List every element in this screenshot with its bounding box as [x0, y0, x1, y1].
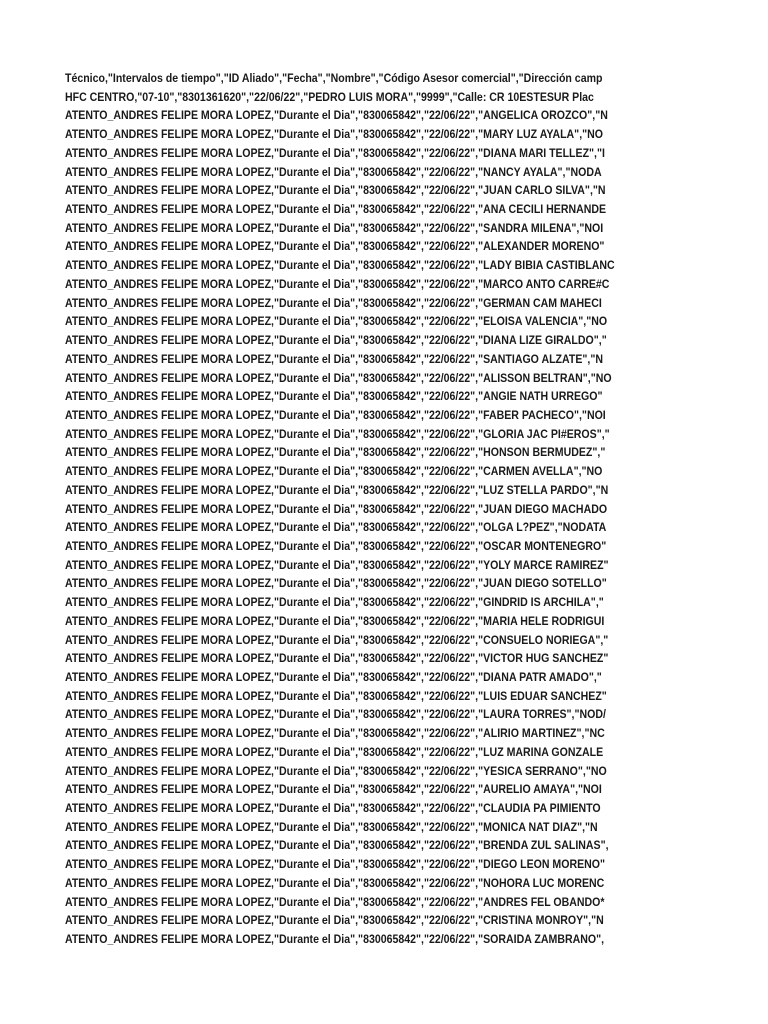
csv-data-line: ATENTO_ANDRES FELIPE MORA LOPEZ,"Durante el Dia","830065842","22/06/22","DIEGO LEON MORENO" — [65, 857, 606, 872]
csv-data-line: ATENTO_ANDRES FELIPE MORA LOPEZ,"Durante el Dia","830065842","22/06/22","JUAN CARLO SILVA","N — [65, 183, 606, 198]
csv-data-line: ATENTO_ANDRES FELIPE MORA LOPEZ,"Durante el Dia","830065842","22/06/22","HONSON BERMUDEZ"," — [65, 445, 606, 460]
csv-header-line: Técnico,"Intervalos de tiempo","ID Aliado","Fecha","Nombre","Código Asesor comercial","Dirección camp — [65, 71, 603, 85]
csv-data-line: ATENTO_ANDRES FELIPE MORA LOPEZ,"Durante el Dia","830065842","22/06/22","ALISSON BELTRAN","NO — [65, 370, 612, 385]
csv-data-line: ATENTO_ANDRES FELIPE MORA LOPEZ,"Durante el Dia","830065842","22/06/22","ANGELICA OROZCO","N — [65, 108, 608, 123]
csv-data-line: ATENTO_ANDRES FELIPE MORA LOPEZ,"Durante el Dia","830065842","22/06/22","MARCO ANTO CARRE#C — [65, 276, 610, 291]
csv-data-line: ATENTO_ANDRES FELIPE MORA LOPEZ,"Durante el Dia","830065842","22/06/22","AURELIO AMAYA","NOI — [65, 782, 602, 797]
csv-data-line: ATENTO_ANDRES FELIPE MORA LOPEZ,"Durante el Dia","830065842","22/06/22","DIANA LIZE GIRALDO"," — [65, 333, 607, 348]
csv-data-line: HFC CENTRO,"07-10","8301361620","22/06/22","PEDRO LUIS MORA","9999","Calle: CR 10ESTESUR Plac — [65, 89, 594, 104]
csv-data-line: ATENTO_ANDRES FELIPE MORA LOPEZ,"Durante el Dia","830065842","22/06/22","MARY LUZ AYALA","NO — [65, 127, 604, 142]
csv-data-line: ATENTO_ANDRES FELIPE MORA LOPEZ,"Durante el Dia","830065842","22/06/22","BRENDA ZUL SALINAS", — [65, 838, 609, 853]
csv-data-line: ATENTO_ANDRES FELIPE MORA LOPEZ,"Durante el Dia","830065842","22/06/22","OLGA L?PEZ","NODATA — [65, 520, 607, 535]
csv-data-line: ATENTO_ANDRES FELIPE MORA LOPEZ,"Durante el Dia","830065842","22/06/22","SANDRA MILENA","NOI — [65, 220, 604, 235]
csv-data-line: ATENTO_ANDRES FELIPE MORA LOPEZ,"Durante el Dia","830065842","22/06/22","JUAN DIEGO MACHADO — [65, 501, 608, 516]
csv-data-line: ATENTO_ANDRES FELIPE MORA LOPEZ,"Durante el Dia","830065842","22/06/22","ALEXANDER MORENO" — [65, 239, 605, 254]
csv-data-line: ATENTO_ANDRES FELIPE MORA LOPEZ,"Durante el Dia","830065842","22/06/22","ELOISA VALENCIA","NO — [65, 314, 608, 329]
csv-data-line: ATENTO_ANDRES FELIPE MORA LOPEZ,"Durante el Dia","830065842","22/06/22","LUZ STELLA PARDO","N — [65, 482, 609, 497]
csv-text-document — [65, 69, 659, 949]
csv-data-line: ATENTO_ANDRES FELIPE MORA LOPEZ,"Durante el Dia","830065842","22/06/22","LUZ MARINA GONZALE — [65, 744, 604, 759]
csv-data-line: ATENTO_ANDRES FELIPE MORA LOPEZ,"Durante el Dia","830065842","22/06/22","CRISTINA MONROY","N — [65, 913, 604, 928]
csv-data-line: ATENTO_ANDRES FELIPE MORA LOPEZ,"Durante el Dia","830065842","22/06/22","LAURA TORRES","NOD/ — [65, 707, 606, 722]
csv-data-line: ATENTO_ANDRES FELIPE MORA LOPEZ,"Durante el Dia","830065842","22/06/22","GLORIA JAC PI#EROS"," — [65, 426, 610, 441]
csv-data-line: ATENTO_ANDRES FELIPE MORA LOPEZ,"Durante el Dia","830065842","22/06/22","NANCY AYALA","NODA — [65, 164, 602, 179]
csv-data-line: ATENTO_ANDRES FELIPE MORA LOPEZ,"Durante el Dia","830065842","22/06/22","GERMAN CAM MAHECI — [65, 295, 602, 310]
csv-data-line: ATENTO_ANDRES FELIPE MORA LOPEZ,"Durante el Dia","830065842","22/06/22","DIANA PATR AMADO"," — [65, 670, 602, 684]
csv-data-line: ATENTO_ANDRES FELIPE MORA LOPEZ,"Durante el Dia","830065842","22/06/22","VICTOR HUG SANCHEZ" — [65, 651, 609, 666]
csv-data-line: ATENTO_ANDRES FELIPE MORA LOPEZ,"Durante el Dia","830065842","22/06/22","JUAN DIEGO SOTELLO" — [65, 576, 607, 591]
csv-data-line: ATENTO_ANDRES FELIPE MORA LOPEZ,"Durante el Dia","830065842","22/06/22","ALIRIO MARTINEZ","NC — [65, 726, 605, 741]
csv-data-line: ATENTO_ANDRES FELIPE MORA LOPEZ,"Durante el Dia","830065842","22/06/22","CONSUELO NORIEGA"," — [65, 632, 609, 647]
csv-data-line: ATENTO_ANDRES FELIPE MORA LOPEZ,"Durante el Dia","830065842","22/06/22","OSCAR MONTENEGRO" — [65, 538, 607, 553]
csv-data-line: ATENTO_ANDRES FELIPE MORA LOPEZ,"Durante el Dia","830065842","22/06/22","NOHORA LUC MORENC — [65, 875, 605, 890]
csv-data-line: ATENTO_ANDRES FELIPE MORA LOPEZ,"Durante el Dia","830065842","22/06/22","GINDRID IS ARCHILA"," — [65, 595, 604, 610]
csv-data-line: ATENTO_ANDRES FELIPE MORA LOPEZ,"Durante el Dia","830065842","22/06/22","ANGIE NATH URREGO" — [65, 389, 603, 404]
csv-data-line: ATENTO_ANDRES FELIPE MORA LOPEZ,"Durante el Dia","830065842","22/06/22","LADY BIBIA CASTIBLANC — [65, 258, 615, 273]
csv-data-line: ATENTO_ANDRES FELIPE MORA LOPEZ,"Durante el Dia","830065842","22/06/22","SANTIAGO ALZATE","N — [65, 351, 603, 366]
csv-data-line: ATENTO_ANDRES FELIPE MORA LOPEZ,"Durante el Dia","830065842","22/06/22","DIANA MARI TELLEZ","I — [65, 145, 605, 160]
csv-data-line: ATENTO_ANDRES FELIPE MORA LOPEZ,"Durante el Dia","830065842","22/06/22","YESICA SERRANO","NO — [65, 763, 607, 778]
csv-data-line: ATENTO_ANDRES FELIPE MORA LOPEZ,"Durante el Dia","830065842","22/06/22","YOLY MARCE RAMIREZ" — [65, 557, 609, 572]
csv-data-line: ATENTO_ANDRES FELIPE MORA LOPEZ,"Durante el Dia","830065842","22/06/22","FABER PACHECO","NOI — [65, 407, 606, 422]
csv-data-lines — [65, 88, 659, 949]
csv-data-line: ATENTO_ANDRES FELIPE MORA LOPEZ,"Durante el Dia","830065842","22/06/22","MARIA HELE RODRIGUI — [65, 613, 605, 628]
csv-data-line: ATENTO_ANDRES FELIPE MORA LOPEZ,"Durante el Dia","830065842","22/06/22","CLAUDIA PA PIMIENTO — [65, 801, 601, 816]
csv-data-line: ATENTO_ANDRES FELIPE MORA LOPEZ,"Durante el Dia","830065842","22/06/22","ANA CECILI HERNANDE — [65, 202, 607, 217]
csv-data-line: ATENTO_ANDRES FELIPE MORA LOPEZ,"Durante el Dia","830065842","22/06/22","CARMEN AVELLA","NO — [65, 464, 603, 479]
csv-data-line: ATENTO_ANDRES FELIPE MORA LOPEZ,"Durante el Dia","830065842","22/06/22","SORAIDA ZAMBRANO", — [65, 932, 605, 947]
csv-data-line: ATENTO_ANDRES FELIPE MORA LOPEZ,"Durante el Dia","830065842","22/06/22","LUIS EDUAR SANCHEZ" — [65, 688, 607, 703]
csv-data-line: ATENTO_ANDRES FELIPE MORA LOPEZ,"Durante el Dia","830065842","22/06/22","MONICA NAT DIAZ","N — [65, 819, 598, 834]
csv-data-line: ATENTO_ANDRES FELIPE MORA LOPEZ,"Durante el Dia","830065842","22/06/22","ANDRES FEL OBANDO* — [65, 894, 605, 909]
